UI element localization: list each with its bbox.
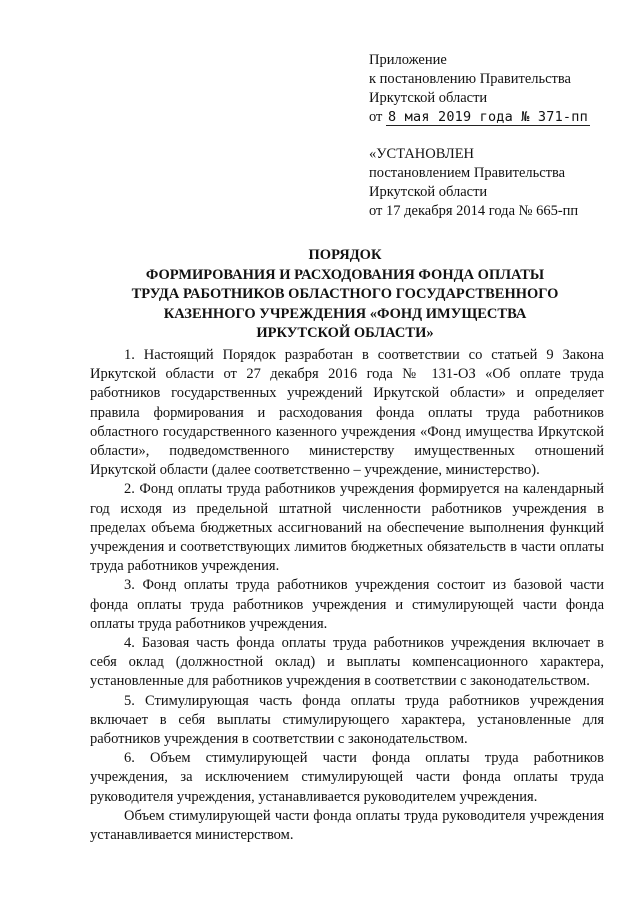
established-label: «УСТАНОВЛЕН — [369, 146, 475, 162]
paragraph-7: Объем стимулирующей части фонда оплаты труда руководителя учреждения устанавливается министерством. — [90, 807, 604, 844]
paragraph-2: 2. Фонд оплаты труда работников учреждения формируется на календарный год исходя из предельной штатной численности работников учреждения в пределах объема бюджетных ассигнований на обеспечение выполнения функций учреждения и соответствующих лимитов бюджетных обязательств в части оплаты труда работников учреждения. — [90, 481, 604, 575]
document-body — [90, 346, 604, 845]
appendix-date-stamp: 8 мая 2019 года № 371-пп — [388, 109, 588, 125]
established-header — [369, 145, 578, 221]
appendix-resolution-ref: к постановлению Правительства — [369, 71, 571, 87]
paragraph-3: 3. Фонд оплаты труда работников учреждения состоит из базовой части фонда оплаты труда работников учреждения и стимулирующей части фонда оплаты труда работников учреждения. — [90, 577, 604, 632]
established-region: Иркутской области — [369, 184, 488, 200]
document-title — [95, 246, 595, 344]
title-line-5: ИРКУТСКОЙ ОБЛАСТИ» — [256, 325, 434, 341]
paragraph-5: 5. Стимулирующая часть фонда оплаты труда работников учреждения включает в себя выплаты стимулирующего характера, установленные для работников учреждения в соответствии с законодательством. — [90, 692, 604, 748]
appendix-label: Приложение — [369, 52, 447, 68]
title-line-3: ТРУДА РАБОТНИКОВ ОБЛАСТНОГО ГОСУДАРСТВЕННОГО — [131, 286, 559, 302]
established-resolution-ref: постановлением Правительства — [369, 165, 566, 181]
appendix-date-line — [369, 108, 590, 127]
appendix-region: Иркутской области — [369, 90, 488, 106]
paragraph-6: 6. Объем стимулирующей части фонда оплаты труда работников учреждения, за исключением стимулирующей части фонда оплаты труда руководителя учреждения, устанавливается руководителем учреждения. — [90, 750, 604, 805]
appendix-header — [369, 51, 590, 127]
title-line-1: ПОРЯДОК — [308, 247, 382, 263]
appendix-date-prefix: от — [369, 109, 383, 125]
title-line-4: КАЗЕННОГО УЧРЕЖДЕНИЯ «ФОНД ИМУЩЕСТВА — [163, 305, 527, 322]
paragraph-1: 1. Настоящий Порядок разработан в соответствии со статьей 9 Закона Иркутской области от 27 декабря 2016 года № 131-ОЗ «Об оплате труда работников государственных учреждений Иркутской области» и определяет правила формирования и расходования фонда оплаты труда работников областного государственного казенного учреждения «Фонд имущества Иркутской области», подведомственного министерству имущественных отношений Иркутской области (далее соответственно – учреждение, министерство). — [90, 347, 604, 479]
title-line-2: ФОРМИРОВАНИЯ И РАСХОДОВАНИЯ ФОНДА ОПЛАТЫ — [145, 266, 545, 283]
paragraph-4: 4. Базовая часть фонда оплаты труда работников учреждения включает в себя оклад (должностной оклад) и выплаты компенсационного характера, установленные для работников учреждения в соответствии с законодательством. — [90, 635, 604, 690]
established-date: от 17 декабря 2014 года № 665-пп — [369, 203, 579, 219]
